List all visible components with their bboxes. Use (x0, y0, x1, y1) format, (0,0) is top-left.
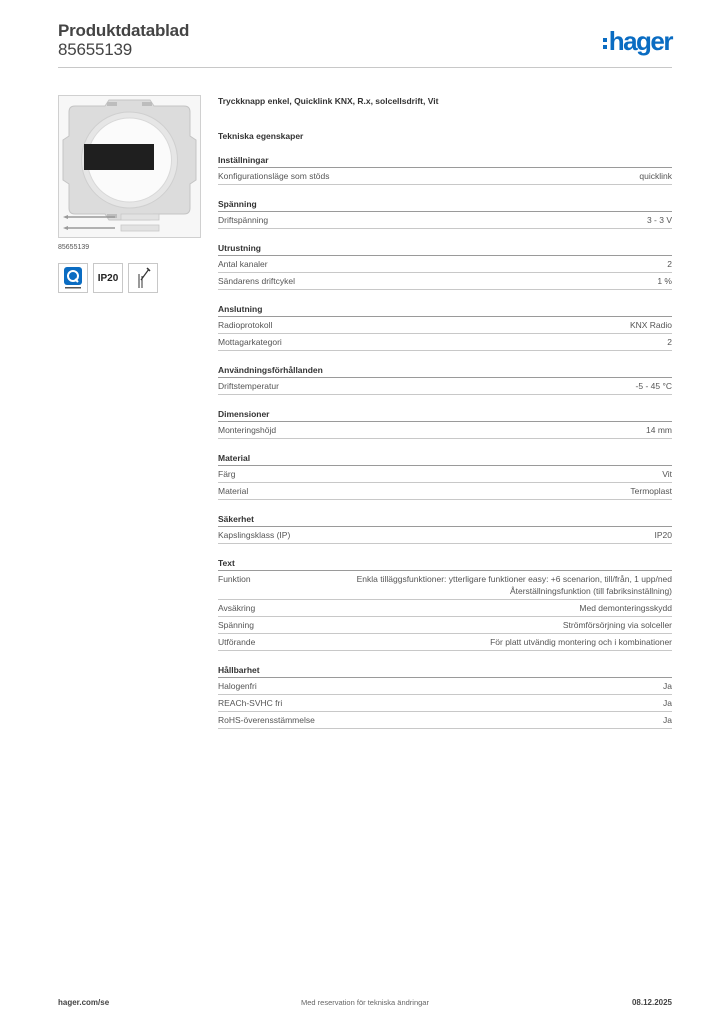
quicklink-logo-icon (58, 263, 88, 293)
spec-section-title: Användningsförhållanden (218, 365, 672, 378)
spec-value: IP20 (654, 530, 672, 540)
spec-row (218, 168, 672, 185)
ip-rating-label: IP20 (97, 272, 119, 284)
spec-label: Avsäkring (218, 603, 256, 613)
spec-row (218, 256, 672, 273)
spec-label: Radioprotokoll (218, 320, 273, 330)
ip-rating-badge (93, 263, 123, 293)
spec-section (218, 155, 672, 185)
spec-value: 2 (667, 337, 672, 347)
brand-name: hager (608, 26, 672, 56)
footer-date: 08.12.2025 (631, 998, 672, 1007)
spec-section-title: Säkerhet (218, 514, 672, 527)
spec-sections (218, 155, 672, 729)
image-caption: 85655139 (58, 244, 90, 251)
spec-row (218, 571, 672, 600)
spec-section (218, 409, 672, 439)
spec-section-title: Material (218, 453, 672, 466)
page-title: Produktdatablad (58, 21, 190, 40)
push-button-illustration (59, 96, 200, 237)
spec-value: Ja (663, 715, 672, 725)
spec-value: Ja (663, 698, 672, 708)
spec-row (218, 712, 672, 729)
spec-row (218, 466, 672, 483)
hager-logo (603, 28, 672, 54)
spec-value: Enkla tilläggsfunktioner: ytterligare funktioner easy: +6 scenarion, till/från, 1 upp/ned Återställningsfunktion (till fabriksinställning) (356, 574, 672, 596)
spec-value: För platt utvändig montering och i kombinationer (490, 637, 672, 647)
feature-badges (58, 263, 158, 293)
spec-value: Vit (662, 469, 672, 479)
spec-section (218, 558, 672, 651)
spec-label: Konfigurationsläge som stöds (218, 171, 330, 181)
spec-section (218, 665, 672, 729)
spec-row (218, 378, 672, 395)
spec-row (218, 527, 672, 544)
spec-row (218, 212, 672, 229)
spec-label: RoHS-överensstämmelse (218, 715, 315, 725)
footer-website-link[interactable]: hager.com/se (58, 998, 110, 1007)
logo-mark-icon (603, 38, 607, 49)
spec-value: KNX Radio (629, 320, 672, 330)
spec-section-title: Utrustning (218, 243, 672, 256)
spec-value: quicklink (639, 171, 672, 181)
spec-row (218, 334, 672, 351)
spec-label: Driftspänning (218, 215, 269, 225)
spec-label: Material (218, 486, 249, 496)
spec-label: Driftstemperatur (218, 381, 279, 391)
spec-row (218, 600, 672, 617)
spec-section (218, 243, 672, 290)
spec-value: Med demonteringsskydd (579, 603, 672, 613)
spec-row (218, 634, 672, 651)
spec-section (218, 514, 672, 544)
spec-section-title: Dimensioner (218, 409, 672, 422)
spec-value: Termoplast (630, 486, 672, 496)
spec-value: 14 mm (646, 425, 672, 435)
spec-label: Utförande (218, 637, 256, 647)
spec-section (218, 365, 672, 395)
spec-value: 3 - 3 V (646, 215, 672, 225)
footer-disclaimer: Med reservation för tekniska ändringar (301, 998, 429, 1007)
spec-label: Mottagarkategori (218, 337, 282, 347)
spec-section (218, 199, 672, 229)
spec-label: Kapslingsklass (IP) (218, 530, 291, 540)
spec-value: 2 (667, 259, 672, 269)
spec-value: Ja (663, 681, 672, 691)
spec-section (218, 304, 672, 351)
specs-heading: Tekniska egenskaper (218, 131, 304, 141)
spec-section-title: Hållbarhet (218, 665, 672, 678)
spec-section-title: Text (218, 558, 672, 571)
spec-label: Funktion (218, 574, 251, 584)
spec-label: REACh-SVHC fri (218, 698, 283, 708)
spec-value: 1 % (657, 276, 672, 286)
spec-label: Monteringshöjd (218, 425, 277, 435)
spec-label: Färg (218, 469, 236, 479)
spec-row (218, 273, 672, 290)
product-number: 85655139 (58, 40, 133, 59)
spec-label: Spänning (218, 620, 254, 630)
spec-row (218, 422, 672, 439)
product-image (58, 95, 201, 238)
spec-label: Halogenfri (218, 681, 257, 691)
spec-section (218, 453, 672, 500)
spec-row (218, 317, 672, 334)
spec-section-title: Anslutning (218, 304, 672, 317)
page-header (58, 20, 672, 68)
spec-value: Strömförsörjning via solceller (562, 620, 672, 630)
spec-row (218, 617, 672, 634)
screwdriver-mounting-icon (128, 263, 158, 293)
product-title: Tryckknapp enkel, Quicklink KNX, R.x, solcellsdrift, Vit (218, 96, 439, 106)
spec-section-title: Inställningar (218, 155, 672, 168)
spec-value: -5 - 45 °C (635, 381, 672, 391)
spec-label: Antal kanaler (218, 259, 268, 269)
spec-row (218, 678, 672, 695)
spec-row (218, 695, 672, 712)
spec-row (218, 483, 672, 500)
specs-content (218, 96, 672, 729)
spec-section-title: Spänning (218, 199, 672, 212)
spec-label: Sändarens driftcykel (218, 276, 296, 286)
